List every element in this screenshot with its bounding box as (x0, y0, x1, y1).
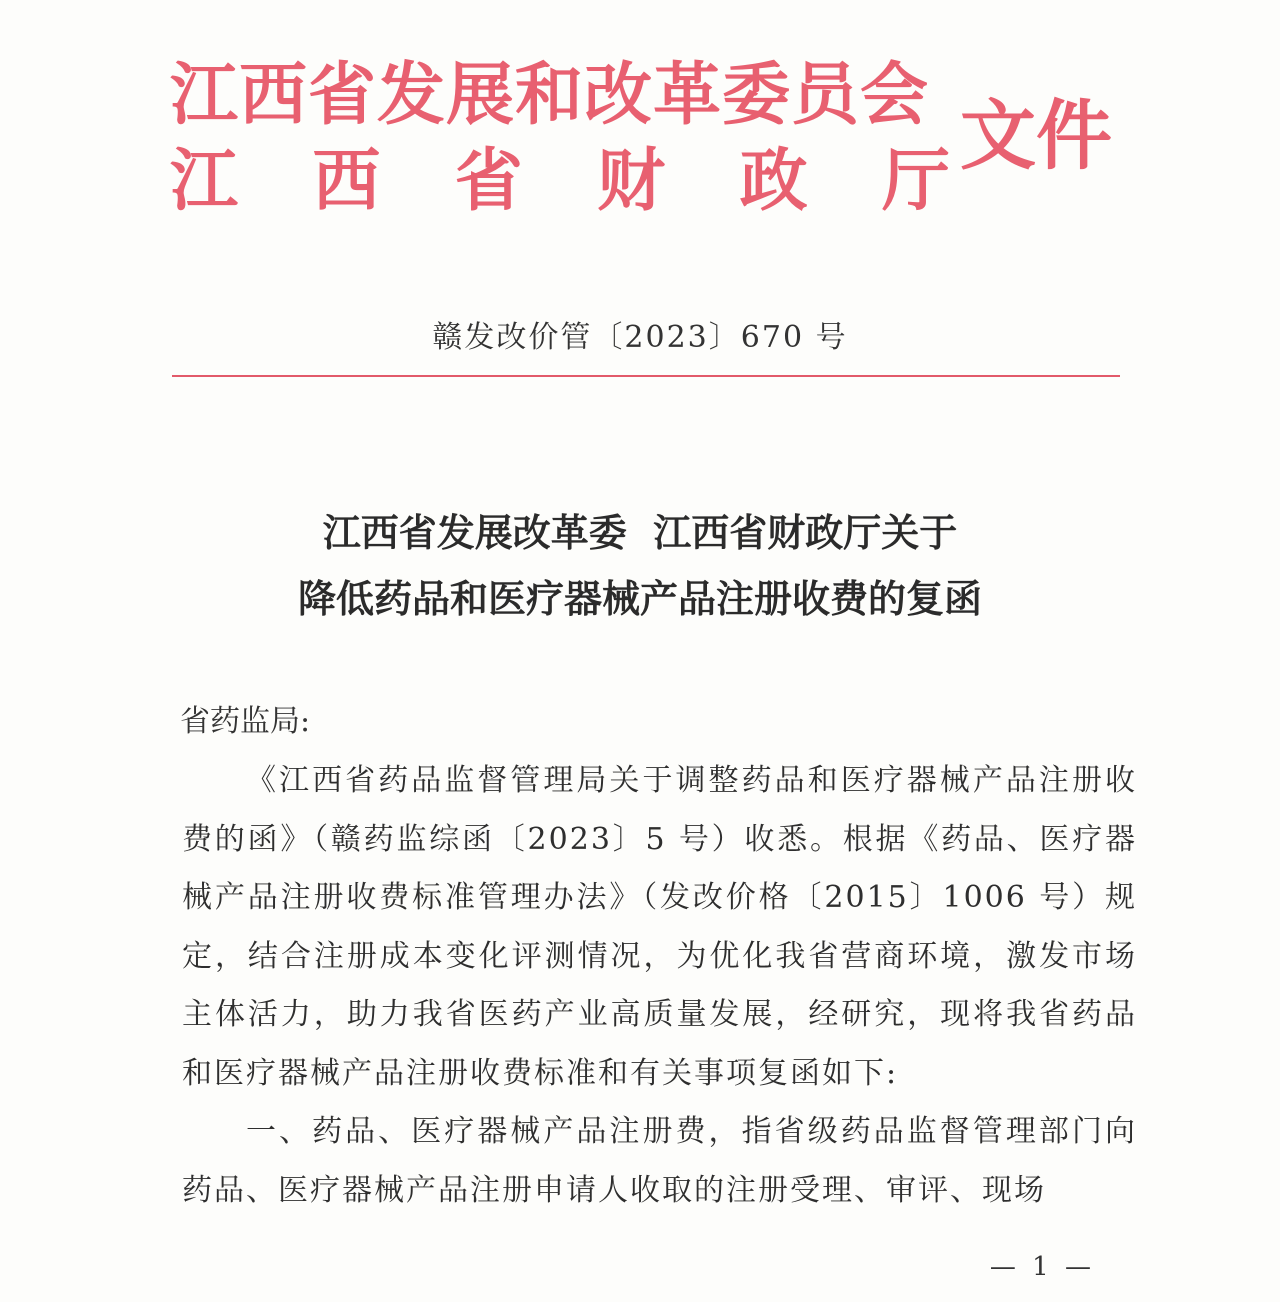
document-number: 赣发改价管〔2023〕670 号 (432, 320, 848, 355)
masthead-char: 西 (312, 142, 381, 221)
masthead-char: 政 (739, 142, 808, 221)
title-line-2: 降低药品和医疗器械产品注册收费的复函 (297, 577, 982, 621)
paragraph: 《江西省药品监督管理局关于调整药品和医疗器械产品注册收费的函》（赣药监综函〔2023〕5 号）收悉。根据《药品、医疗器械产品注册收费标准管理办法》（发改价格〔2015〕1006 号）规定，结合注册成本变化评测情况，为优化我省营商环境，激发市场主体活力，助力我省医药产业高质量发展，经研究，现将我省药品和医疗器械产品注册收费标准和有关事项复函如下: (182, 763, 1137, 1091)
masthead-char: 省 (454, 142, 523, 221)
addressee: 省药监局: (180, 704, 311, 739)
page-number: — 1 — (989, 1252, 1095, 1282)
masthead-line-ndrc: 江西省发展和改革委员会 (170, 56, 930, 135)
paragraph: 一、药品、医疗器械产品注册费，指省级药品监督管理部门向药品、医疗器械产品注册申请人收取的注册受理、审评、现场 (182, 1114, 1137, 1208)
masthead-line-finance (170, 142, 950, 221)
masthead-char: 财 (597, 142, 666, 221)
body-text (182, 752, 1137, 1220)
red-divider (172, 375, 1120, 377)
masthead-char: 厅 (881, 142, 950, 221)
masthead-char: 江 (170, 142, 239, 221)
title-line-1: 江西省发展改革委 江西省财政厅关于 (322, 511, 958, 555)
document-title (0, 500, 1280, 632)
red-masthead (170, 50, 1130, 220)
masthead-suffix: 文件 (960, 91, 1112, 180)
